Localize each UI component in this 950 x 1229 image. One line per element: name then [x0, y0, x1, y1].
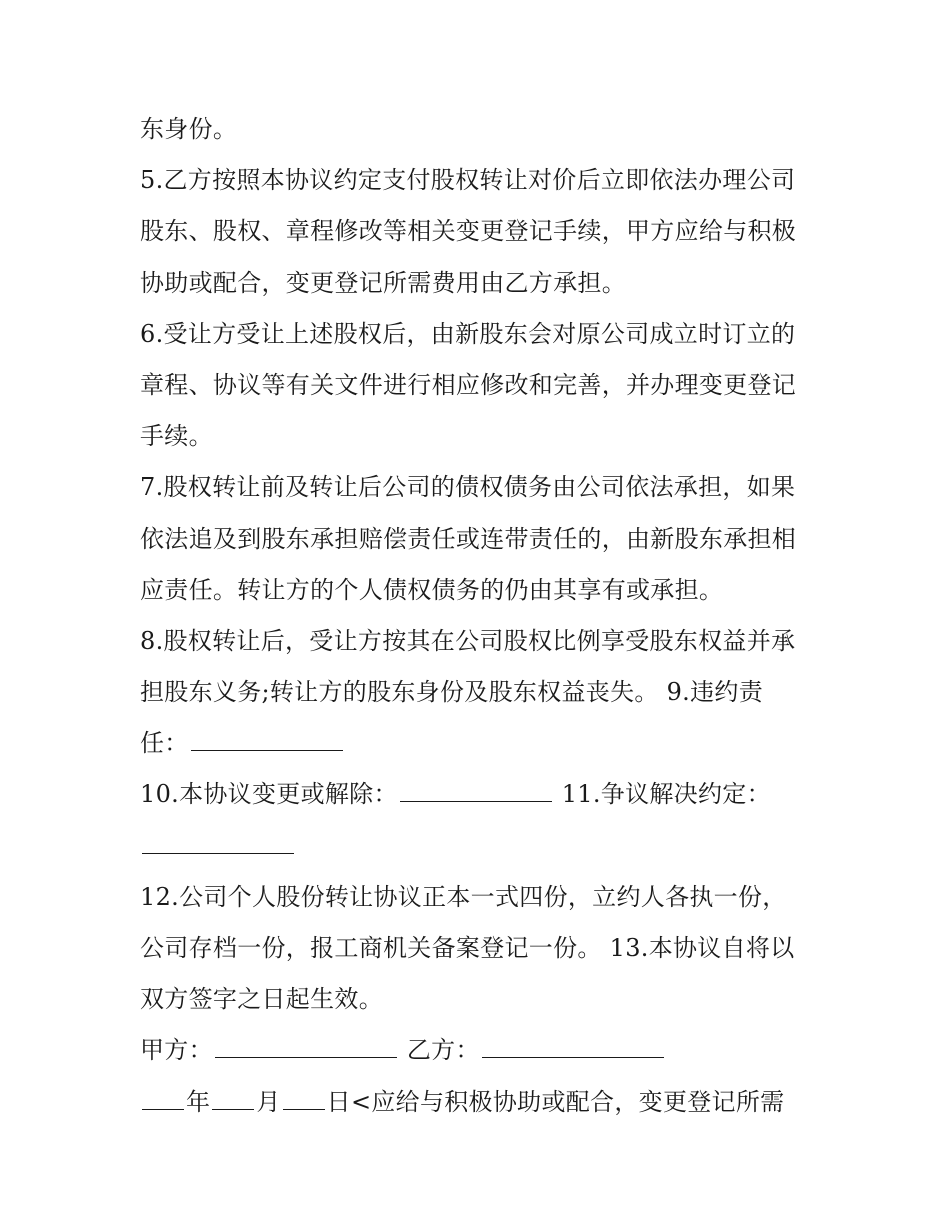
year-label: 年: [186, 1087, 211, 1116]
change-dispute-line: [140, 769, 830, 820]
text-line: 章程、协议等有关文件进行相应修改和完善，并办理变更登记: [140, 370, 797, 399]
agreement-body: [140, 104, 830, 1128]
day-label: 日: [326, 1087, 351, 1116]
party-a-label: 甲方：: [140, 1036, 213, 1065]
text-line: 6.受让方受让上述股权后，由新股东会对原公司成立时订立的: [140, 319, 796, 348]
change-blank[interactable]: [400, 783, 552, 802]
dispute-label: 11.争议解决约定：: [561, 780, 771, 809]
text-line: 股东、股权、章程修改等相关变更登记手续，甲方应给与积极: [140, 217, 797, 246]
breach-label: 任：: [140, 729, 189, 758]
date-line: [140, 1077, 830, 1128]
party-b-blank[interactable]: [482, 1039, 664, 1058]
text-line: 双方签字之日起生效。: [140, 985, 383, 1014]
text-line: 7.股权转让前及转让后公司的债权债务由公司依法承担，如果: [140, 473, 796, 502]
text-line: 东身份。: [140, 115, 238, 143]
trailing-text: <应给与积极协助或配合，变更登记所需: [350, 1087, 785, 1116]
text-line: 手续。: [140, 422, 213, 451]
year-blank[interactable]: [142, 1091, 184, 1110]
breach-blank[interactable]: [191, 732, 343, 751]
change-label: 10.本协议变更或解除：: [140, 780, 398, 809]
text-line: 8.股权转让后，受让方按其在公司股权比例享受股东权益并承: [140, 626, 796, 655]
text-line: 5.乙方按照本协议约定支付股权转让对价后立即依法办理公司: [140, 166, 796, 195]
breach-line: [140, 718, 830, 769]
month-blank[interactable]: [212, 1091, 254, 1110]
day-blank[interactable]: [283, 1091, 325, 1110]
party-b-label: 乙方：: [406, 1036, 480, 1065]
text-line: 担股东义务;转让方的股东身份及股东权益丧失。 9.违约责: [140, 678, 764, 707]
signature-line: [140, 1025, 830, 1076]
text-line: 公司存档一份，报工商机关备案登记一份。 13.本协议自将以: [140, 934, 795, 962]
text-line: 12.公司个人股份转让协议正本一式四份，立约人各执一份，: [140, 882, 787, 911]
text-line: 依法追及到股东承担赔偿责任或连带责任的，由新股东承担相: [140, 524, 797, 553]
month-label: 月: [256, 1087, 281, 1116]
party-a-blank[interactable]: [215, 1039, 397, 1058]
text-line: 应责任。转让方的个人债权债务的仍由其享有或承担。: [140, 575, 724, 604]
text-line: 协助或配合，变更登记所需费用由乙方承担。: [140, 268, 626, 297]
dispute-blank[interactable]: [142, 835, 294, 854]
dispute-blank-line: [140, 821, 830, 872]
